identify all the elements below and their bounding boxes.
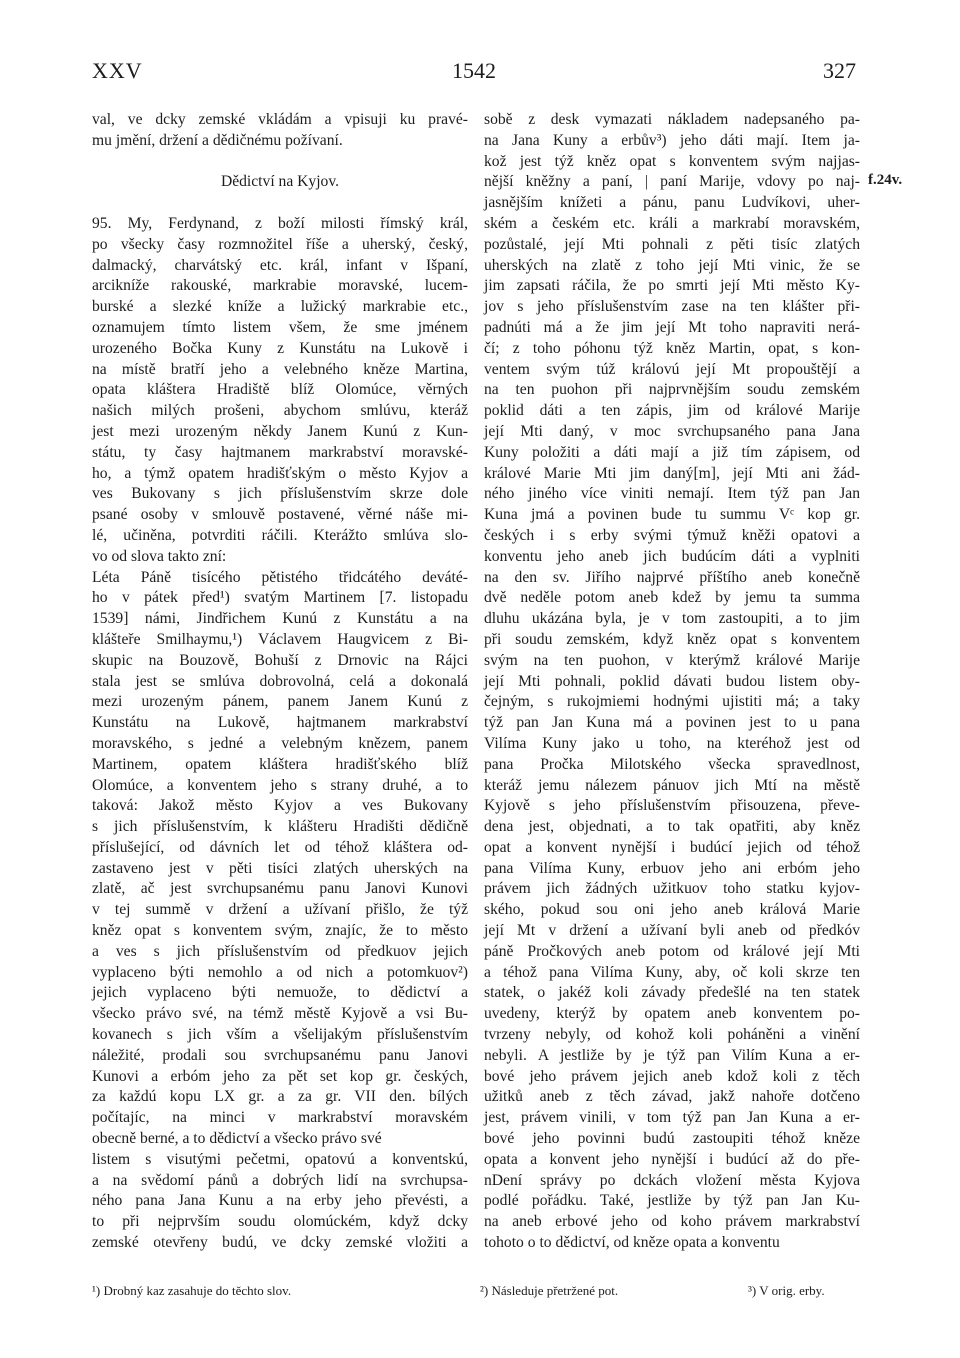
text-line: užitků aneb z těch závad, jakž nahoře dotčeno [484,1088,860,1106]
text-line: 1539] námi, Jindřichem Kunú z Kunstátu a na [92,610,468,628]
text-line: stala jest se smlúva dobrovolná, celá a dokonalá [92,672,468,690]
text-line: ského, pokud sou oni jeho aneb králová Marie [484,901,860,919]
text-line: ho, a týmž opatem hradišťským o město Kyjov a [92,464,468,482]
text-line: dluhu ukázána byla, je v tom zastoupiti, a to jim [484,610,860,628]
text-line: mezi urozeným pánem, panem Janem Kunú z [92,693,468,711]
text-line: kož jest týž kněz opat s konventem svým najjas- [484,152,860,170]
text-line: dvě neděle potom aneb kdež by jemu ta summa [484,589,860,607]
text-line: urozeného Bočka Kuny z Kunstátu na Lukově i [92,339,468,357]
text-line: jasnějším knížeti a pánu, panu Ludvíkovi, uher- [484,194,860,212]
text-line: klášteře Smilhaymu,¹) Václavem Haugvicem z Bi- [92,630,468,648]
text-line: kněz opat s konventem svým, znajíc, že to město [92,922,468,940]
text-line: na den sv. Jiřího najprvé příštího aneb konečně [484,568,860,586]
volume-number: XXV [92,58,143,83]
text-line: ného pana Jana Kunu a na erby jeho převésti, a [92,1192,468,1210]
text-line: bové jeho právem jejich aneb kdož koli z těch [484,1067,860,1085]
text-line: listem s visutými pečetmi, opatovú a konventskú, [92,1150,468,1168]
text-line: pana Pročka Milotského všecka spravedlnost, [484,755,860,773]
folio-margin-note: f.24v. [868,172,903,188]
text-line: opata kláštera Hradiště blíž Olomúce, věrných [92,381,468,399]
text-line: Kunstátu na Lukově, hajtmanem markrabství [92,714,468,732]
left-text-column [92,110,468,1254]
text-line: to při nejprvším soudu olomúckém, když dcky [92,1213,468,1231]
text-line: nDení správy po dckách vložení města Kyjova [484,1171,860,1189]
footnote-3: ³) V orig. erby. [748,1283,825,1298]
text-line: Vilíma Kuny jako u toho, na kteréhož jest od [484,734,860,752]
text-line: její Mti pohnali, poklid dávati budou listem oby- [484,672,860,690]
text-line: statek, o jakéž koli závady předešlé na ten statek [484,984,860,1002]
right-text-column [484,110,860,1254]
text-line: čejným, s rukojmiemi hodnými ujistiti má; a taky [484,693,860,711]
text-line: českých i s erby svými týmuž kněži opatovi a [484,526,860,544]
text-line: ho v pátek před¹) svatým Martinem [7. listopadu [92,589,468,607]
text-line: našich milých prošeni, abychom smlúvu, kteráž [92,402,468,420]
page-number: 327 [823,58,856,83]
text-line: právem jich žádných užitkuov toho statku kyjov- [484,880,860,898]
text-line: nější kněžny a paní, | paní Marije, vdovy po naj- [484,173,860,191]
text-line: na ten puohon při najprvnějším soudu zemském [484,381,860,399]
text-line: arcikníže rakouské, markrabie moravské, lucem- [92,277,468,295]
text-line: mu jmění, držení a dědičnému požívaní. [92,131,343,149]
text-line: Kuny položiti a dáti mají a již tím zápisem, od [484,443,860,461]
text-line: týž pan Jan Kuna má a povinen jest to u pana [484,714,860,732]
text-line: příslušející, od dávních let od téhož kláštera od- [92,838,468,856]
text-line: pana Vilíma Kuny, erbuov jeho ani erbóm jeho [484,859,860,877]
text-line: oznamujem tímto listem všem, že sme jménem [92,318,468,336]
text-line: pozůstalé, její Mti pohnali z pěti tisíc zlatých [484,235,860,253]
text-line: a téhož pana Vilíma Kuny, aby, oč koli skrze ten [484,963,860,981]
text-line: konventu jeho aneb jich budúcím dáti a vyplniti [484,547,860,565]
text-line: nebyli. A jestliže by je týž pan Vilím Kuna a er- [484,1046,860,1064]
text-line: Martinem, opatem kláštera hradišťského blíž [92,755,468,773]
text-line: náležité, prodali sou svrchupsanému panu Janovi [92,1046,468,1064]
text-line: 95. My, Ferdynand, z boží milosti římský král, [92,214,468,232]
text-line: Olomúce, a konventem jeho s strany druhé, a to [92,776,468,794]
text-line: jest, právem vinili, v tom týž pan Jan Kuna a er- [484,1109,860,1127]
text-line: Léta Páně tisícého pětistého třidcátého deváté- [92,568,468,586]
text-line: podlé pořádku. Také, jestliže by týž pan Jan Ku- [484,1192,860,1210]
text-line: obecně berné, a to dědictví a všecko právo své [92,1130,382,1148]
text-line: svým na ten puohon, v kterýmž králové Marije [484,651,860,669]
text-line: burské a slezké kníže a lužický markrabie etc., [92,298,468,316]
text-line: dalmacký, charvátský etc. král, infant v Išpaní, [92,256,468,274]
footnote-2: ²) Následuje přetržené pot. [480,1283,619,1298]
text-line: dena jest, objednati, a to tak opatřiti, aby kněz [484,818,860,836]
text-line: všecko právo své, na témž městě Kyjově a vsi Bu- [92,1005,468,1023]
text-line: moravského, s jedné a velebným knězem, panem [92,734,468,752]
text-line: uherských na zlatě z toho její Mti vinic, že se [484,256,860,274]
text-line: ves Bukovany s jich příslušenstvím skrze dole [92,485,468,503]
text-line: ském a českém etc. králi a markrabí moravském, [484,214,860,232]
text-line: vo od slova takto zní: [92,547,227,565]
text-line: opat a konvent nynější i budúcí jejich od téhož [484,838,860,856]
text-line [92,193,468,214]
text-line: tohoto o to dědictví, od kněze opata a konventu [484,1234,780,1252]
text-line: lé, učiněna, potvrditi ráčili. Kterážto smlúva slo- [92,526,468,544]
year-label: 1542 [452,58,496,83]
text-line: páně Pročkových aneb potom od králové její Mti [484,942,860,960]
text-line: taková: Jakož město Kyjov a ves Bukovany [92,797,468,815]
text-line: sobě z desk vymazati nákladem nadepsaného pa- [484,111,860,128]
text-line: v tej summě v držení a užívaní přišlo, že týž [92,901,468,919]
text-line: jov s jeho příslušenstvím zase na ten klášter při- [484,298,860,316]
text-line: Kunovi a erbóm jeho za pět set kop gr. českých, [92,1067,468,1085]
text-line: její Mt v držení a užívaní byli aneb od předkóv [484,922,860,940]
text-line: kteráž jemu nálezem pánuov jich Mtí na městě [484,776,860,794]
text-line: jim zapsati ráčila, že po smrti její Mti město Ky- [484,277,860,295]
text-line: na aneb erbové jeho od koho právem markrabství [484,1213,860,1231]
text-line: opata a konvent jeho nynější i budúcí až do pře- [484,1150,860,1168]
text-line: čí; z toho póhonu týž kněz Martin, opat, s kon- [484,339,860,357]
text-line: a na svědomí pánů a dobrých lidí na svrchupsa- [92,1171,468,1189]
text-line: králové Marie Mti jim daný[m], její Mti ani žád- [484,464,860,482]
text-line: vyplaceno býti nemohlo a od nich a potomkuov²) [92,963,468,981]
text-line: padnúti má a že jim její Mt toho napraviti nerá- [484,318,860,336]
text-line: po všecky časy rozmnožitel říše a uherský, český, [92,235,468,253]
text-line: na místě bratří jeho a velebného kněze Martina, [92,360,468,378]
text-line: státu, ty časy hajtmanem markrabství moravské- [92,443,468,461]
text-line: uvedeny, kterýž by opatem aneb konventem po- [484,1005,860,1023]
text-line: ventem svým túž královú její Mt propouštějí a [484,360,860,378]
text-line: Dědictví na Kyjov. [220,173,340,191]
text-line: Kuna jmá a povinen bude tu summu Vᶜ kop gr. [484,506,860,524]
text-line: její Mti daný, v moc svrchupsaného pana Jana [484,422,860,440]
text-line: psané osoby v smlouvě postavené, věrné náše mi- [92,506,468,524]
text-line: poklid dáti a ten zápis, jim od králové Marije [484,402,860,420]
text-line: val, ve dcky zemské vkládám a vpisuji ku pravé- [92,111,468,128]
text-line: kovanech s jich vším a všelijakým příslušenstvím [92,1026,468,1044]
text-line: a ves s jich příslušenstvím od předkuov jejich [92,942,468,960]
footnote-1: ¹) Drobný kaz zasahuje do těchto slov. [92,1283,292,1298]
text-line: jest mezi urozeným někdy Janem Kunú z Kun- [92,422,468,440]
text-line: zastaveno jest v pěti tisíci zlatých uherských na [92,859,468,877]
page-header [0,58,960,88]
text-line: zlatě, ač jest svrchupsanému panu Janovi Kunovi [92,880,468,898]
text-line: tvrzeny nebyly, od kohož koli poháněni a vinění [484,1026,860,1044]
text-line: Kyjově s jeho příslušenstvím přisouzena, převe- [484,797,860,815]
text-line [92,152,468,173]
text-line: s jich příslušenstvím, k klášteru Hradišti dědičně [92,818,468,836]
text-line: při soudu zemském, když kněz opat s konventem [484,630,860,648]
text-line: jejich vyplaceno býti nemuože, to dědictví a [92,984,468,1002]
text-line: skupic na Bouzově, Bohuší z Drnovic na Rájci [92,651,468,669]
text-line: počítajíc, na minci v markrabství moravském [92,1109,468,1127]
text-line: zemské otevřeny budú, ve dcky zemské vložiti a [92,1234,468,1252]
text-line: ného jiného více viniti nemají. Item týž pan Jan [484,485,860,503]
text-line: na Jana Kuny a erbův³) jeho dáti mají. Item ja- [484,131,860,149]
text-line: za každú kopu LX gr. a za gr. VII den. bílých [92,1088,468,1106]
footnotes [92,1283,860,1303]
text-line: bové jeho povinni budú zastoupiti téhož kněze [484,1130,860,1148]
